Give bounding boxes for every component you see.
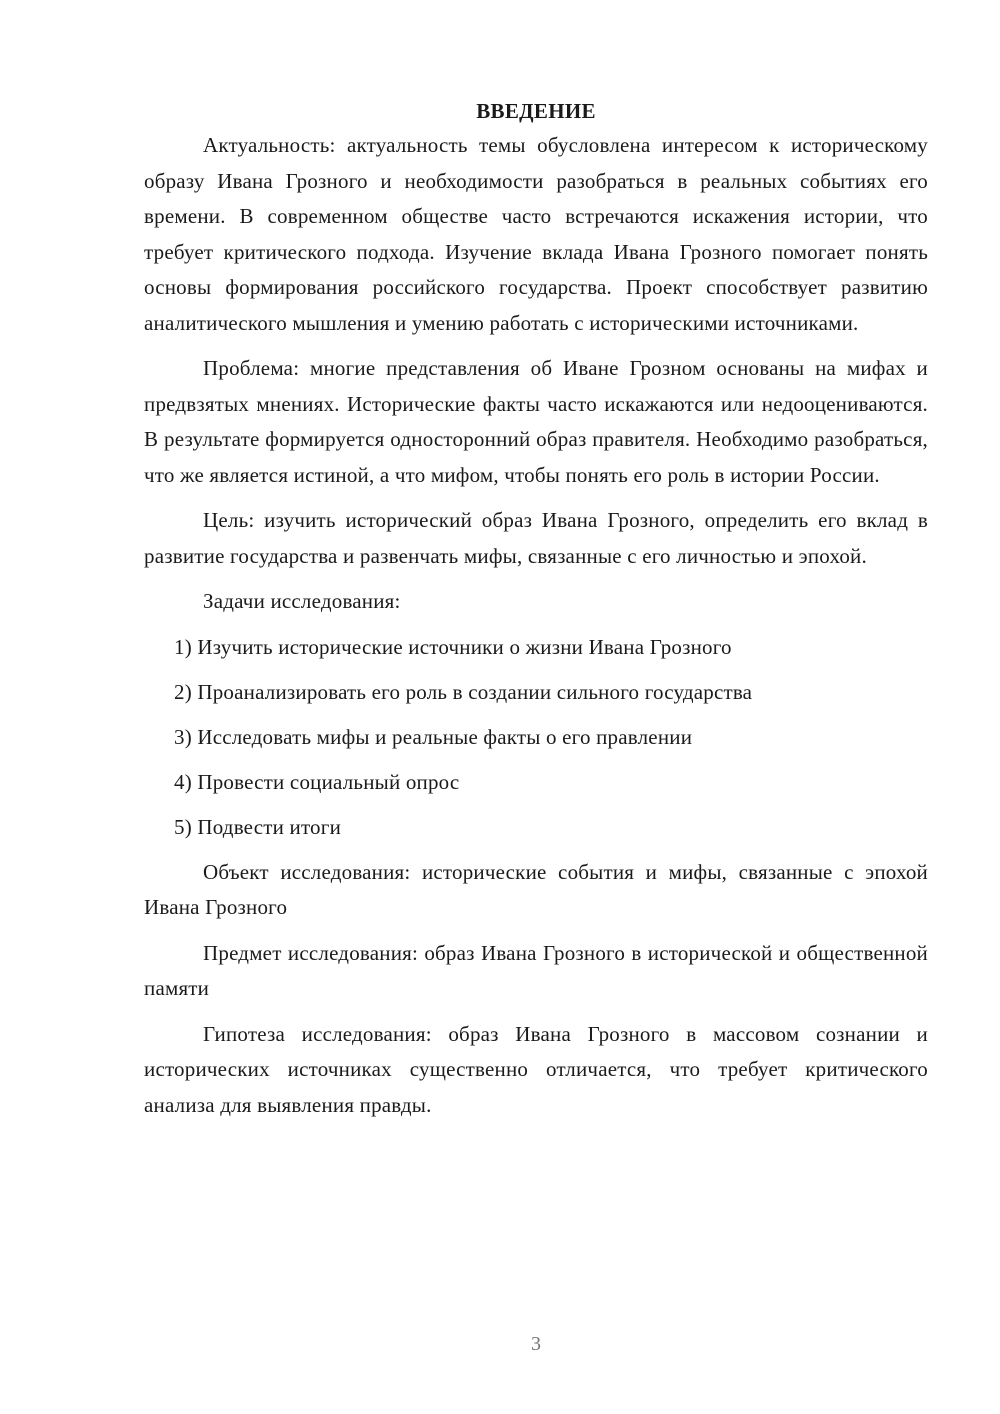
- page-number: 3: [531, 1333, 541, 1355]
- problem-paragraph: Проблема: многие представления об Иване Грозном основаны на мифах и предвзятых мнениях. Исторические факты часто искажаются или недооцениваются. В результате формируется односторонний образ правителя. Необходимо разобраться, что же является истиной, а что мифом, чтобы понять его роль в истории России.: [144, 356, 928, 487]
- tasks-title: Задачи исследования:: [203, 589, 401, 613]
- task-item: 4) Провести социальный опрос: [174, 769, 460, 794]
- task-item: 5) Подвести итоги: [174, 814, 342, 839]
- task-item: 1) Изучить исторические источники о жизни Ивана Грозного: [174, 634, 732, 659]
- document-page: [144, 94, 928, 1133]
- subject-paragraph: Предмет исследования: образ Ивана Грозного в исторической и общественной памяти: [144, 940, 928, 1000]
- goal-paragraph: Цель: изучить исторический образ Ивана Грозного, определить его вклад в развитие государства и развенчать мифы, связанные с его личностью и эпохой.: [144, 508, 928, 568]
- task-item: 3) Исследовать мифы и реальные факты о его правлении: [174, 724, 693, 749]
- section-heading: ВВЕДЕНИЕ: [476, 99, 596, 123]
- object-paragraph: Объект исследования: исторические события и мифы, связанные с эпохой Ивана Грозного: [144, 859, 928, 919]
- task-list: [144, 630, 928, 846]
- relevance-paragraph: Актуальность: актуальность темы обусловлена интересом к историческому образу Ивана Грозного и необходимости разобраться в реальных событиях его времени. В современном обществе часто встречаются искажения истории, что требует критического подхода. Изучение вклада Ивана Грозного помогает понять основы формирования российского государства. Проект способствует развитию аналитического мышления и умению работать с историческими источниками.: [144, 133, 928, 335]
- task-item: 2) Проанализировать его роль в создании сильного государства: [174, 679, 753, 704]
- hypothesis-paragraph: Гипотеза исследования: образ Ивана Грозного в массовом сознании и исторических источниках существенно отличается, что требует критического анализа для выявления правды.: [144, 1021, 928, 1117]
